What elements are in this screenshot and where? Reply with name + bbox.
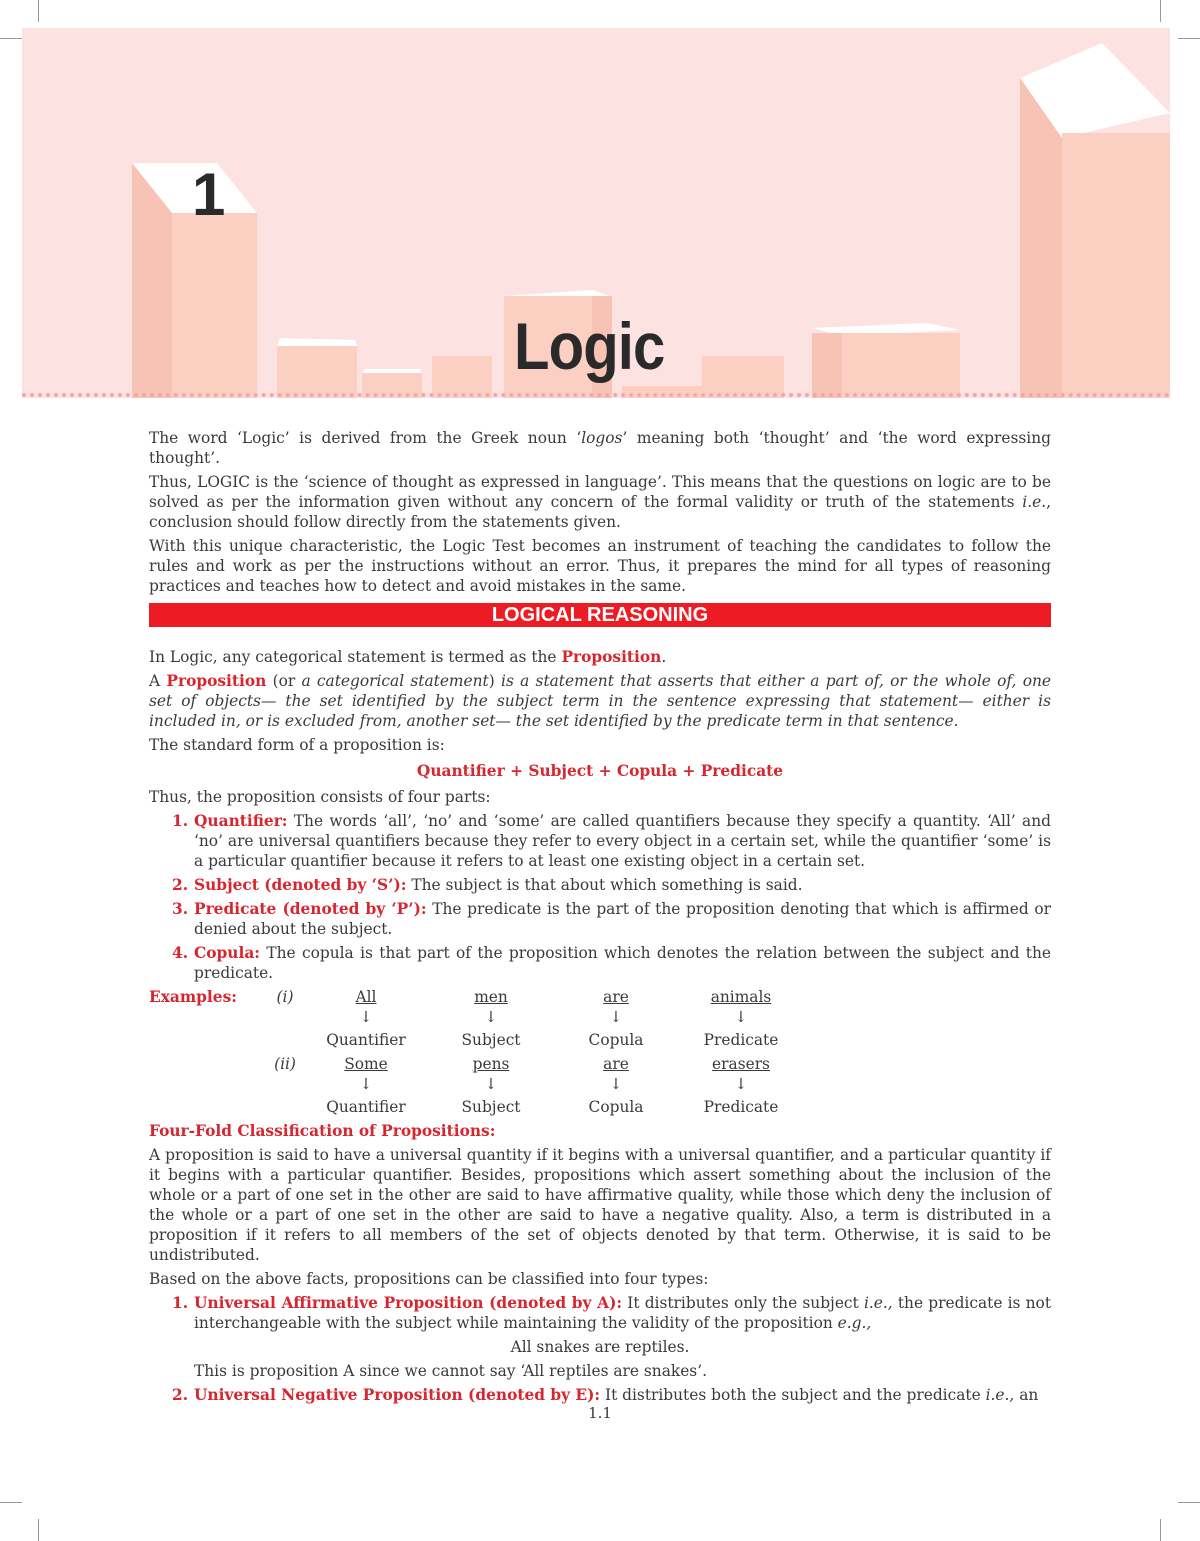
part-item: 3. Predicate (denoted by ‘P’): The predicate is the part of the proposition denoting that which is affirmed or denied about the subject. bbox=[172, 900, 1051, 938]
intro-section bbox=[149, 428, 1051, 596]
example-word: are bbox=[603, 1055, 629, 1073]
example-role: Subject bbox=[461, 1098, 521, 1116]
type-a-note: This is proposition A since we cannot say ‘All reptiles are snakes’. bbox=[194, 1362, 707, 1380]
arrow-down-icon: ↓ bbox=[734, 1075, 748, 1093]
arrow-down-icon: ↓ bbox=[734, 1008, 748, 1026]
example-word: pens bbox=[472, 1055, 510, 1073]
crop-mark bbox=[1160, 0, 1161, 22]
proposition-section bbox=[149, 647, 1051, 987]
example-word: All bbox=[355, 988, 377, 1006]
classification-heading: Four-Fold Classification of Propositions: bbox=[149, 1122, 496, 1140]
crop-mark bbox=[0, 1502, 22, 1503]
classification-section bbox=[149, 1121, 1051, 1405]
arrow-down-icon: ↓ bbox=[609, 1008, 623, 1026]
example-role: Copula bbox=[588, 1031, 644, 1049]
section-heading: LOGICAL REASONING bbox=[149, 603, 1051, 627]
crop-mark bbox=[1178, 1502, 1200, 1503]
crop-mark bbox=[38, 1519, 39, 1541]
body-paragraph: A Proposition (or a categorical statement) is a statement that asserts that either a part of, or the whole of, one set of objects— the set identified by the subject term in the sentence expressing that statement— either is included in, or is excluded from, another set— the set identified by the predicate term in that sentence. bbox=[149, 672, 1051, 730]
standard-form: Quantifier + Subject + Copula + Predicate bbox=[416, 762, 784, 780]
example-word: Some bbox=[344, 1055, 388, 1073]
example-tag: (i) bbox=[276, 988, 294, 1006]
chapter-number: 1 bbox=[192, 161, 226, 228]
crop-mark bbox=[1178, 38, 1200, 39]
example-role: Predicate bbox=[703, 1098, 779, 1116]
example-word: erasers bbox=[712, 1055, 770, 1073]
body-paragraph: The standard form of a proposition is: bbox=[149, 736, 445, 754]
chapter-title: Logic bbox=[514, 309, 665, 383]
arrow-down-icon: ↓ bbox=[484, 1075, 498, 1093]
crop-mark bbox=[0, 38, 22, 39]
type-e-item: 2. Universal Negative Proposition (denoted by E): It distributes both the subject and the predicate i.e., an bbox=[172, 1386, 1039, 1404]
example-word: animals bbox=[710, 988, 772, 1006]
crop-mark bbox=[38, 0, 39, 22]
intro-paragraph: With this unique characteristic, the Logic Test becomes an instrument of teaching the candidates to follow the rules and work as per the instructions without an error. Thus, it prepares the mind for all types of reasoning practices and teaches how to detect and avoid mistakes in the same. bbox=[149, 537, 1051, 595]
arrow-down-icon: ↓ bbox=[609, 1075, 623, 1093]
body-paragraph: In Logic, any categorical statement is termed as the Proposition. bbox=[149, 648, 667, 666]
banner-dotted-rule bbox=[22, 393, 1170, 397]
page-number: 1.1 bbox=[588, 1404, 612, 1422]
parts-list bbox=[149, 811, 1051, 983]
arrow-down-icon: ↓ bbox=[484, 1008, 498, 1026]
type-a-example: All snakes are reptiles. bbox=[510, 1338, 690, 1356]
classification-intro: Based on the above facts, propositions can be classified into four types: bbox=[149, 1270, 709, 1288]
intro-paragraph: The word ‘Logic’ is derived from the Greek noun ‘logos’ meaning both ‘thought’ and ‘the word expressing thought’. bbox=[149, 429, 1051, 467]
examples-label: Examples: bbox=[149, 988, 237, 1006]
parts-intro: Thus, the proposition consists of four parts: bbox=[149, 788, 491, 806]
example-word: men bbox=[474, 988, 508, 1006]
type-a-item: 1. Universal Affirmative Proposition (denoted by A): It distributes only the subject i.e., the predicate is not interchangeable with the subject while maintaining the validity of the proposition e.g., bbox=[172, 1294, 1052, 1332]
example-role: Quantifier bbox=[326, 1098, 406, 1116]
classification-paragraph: A proposition is said to have a universal quantity if it begins with a universal quantifier, and a particular quantity if it begins with a particular quantifier. Besides, propositions which assert something about the inclusion of the whole or a part of one set in the other are said to have affirmative quality, while those which deny the inclusion of the whole or a part of one set in the other are said to have a negative quality. Also, a term is distributed in a proposition if it refers to all members of the set of objects denoted by that term. Otherwise, it is said to be undistributed. bbox=[149, 1146, 1051, 1264]
arrow-down-icon: ↓ bbox=[359, 1075, 373, 1093]
crop-mark bbox=[1160, 1519, 1161, 1541]
example-role: Predicate bbox=[703, 1031, 779, 1049]
example-word: are bbox=[603, 988, 629, 1006]
part-item: 2. Subject (denoted by ‘S’): The subject is that about which something is said. bbox=[172, 876, 803, 894]
example-role: Copula bbox=[588, 1098, 644, 1116]
part-item: 1. Quantifier: The words ‘all’, ‘no’ and ‘some’ are called quantifiers because they specify a quantity. ‘All’ and ‘no’ are universal quantifiers because they refer to every object in a certain set, while the quantifier ‘some’ is a particular quantifier because it refers to at least one existing object in a certain set. bbox=[172, 812, 1051, 870]
example-tag: (ii) bbox=[274, 1055, 296, 1073]
intro-paragraph: Thus, LOGIC is the ‘science of thought as expressed in language’. This means that the questions on logic are to be solved as per the information given without any concern of the formal validity or truth of the statements i.e., conclusion should follow directly from the statements given. bbox=[149, 473, 1051, 531]
arrow-down-icon: ↓ bbox=[359, 1008, 373, 1026]
example-role: Subject bbox=[461, 1031, 521, 1049]
part-item: 4. Copula: The copula is that part of the proposition which denotes the relation between the subject and the predicate. bbox=[172, 944, 1051, 982]
example-role: Quantifier bbox=[326, 1031, 406, 1049]
